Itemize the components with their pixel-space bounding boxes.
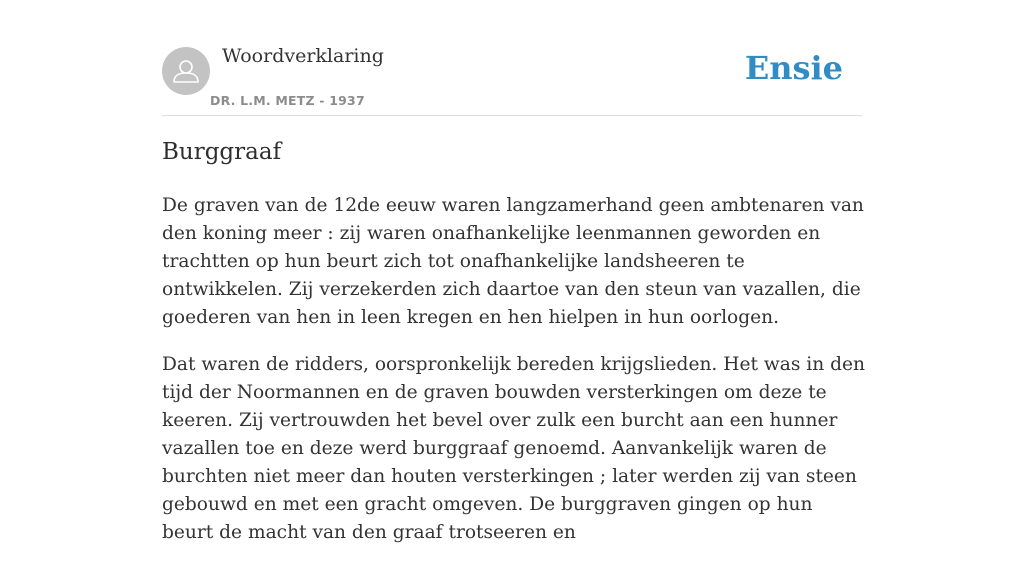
headword-title: Burggraaf	[162, 139, 282, 165]
user-silhouette-icon	[162, 47, 210, 95]
article-paragraph-2: Dat waren de ridders, oorspronkelijk bereden krijgslieden. Het was in den tijd der Noormannen en de graven bouwden versterkingen om deze te keeren. Zij vertrouwden het bevel over zulk een burcht aan een hunner vazallen toe en deze werd burggraaf genoemd. Aanvankelijk waren de burchten niet meer dan houten versterkingen ; later werden zij van steen gebouwd en met een gracht omgeven. De burggraven gingen op hun beurt de macht van den graaf trotseeren en	[162, 354, 866, 543]
header	[162, 0, 862, 116]
source-title-link[interactable]: Woordverklaring	[222, 45, 384, 67]
article-body	[162, 192, 867, 566]
avatar[interactable]	[162, 47, 210, 95]
author-line: DR. L.M. METZ - 1937	[210, 93, 365, 108]
brand-logo[interactable]: Ensie	[744, 49, 843, 87]
article-paragraph-1: De graven van de 12de eeuw waren langzamerhand geen ambtenaren van den koning meer : zij waren onafhankelijke leenmannen geworden en trachtten op hun beurt zich tot onafhankelijke landsheeren te ontwikkelen. Zij verzekerden zich daartoe van den steun van vazallen, die goederen van hen in leen kregen en hen hielpen in hun oorlogen.	[162, 195, 864, 328]
